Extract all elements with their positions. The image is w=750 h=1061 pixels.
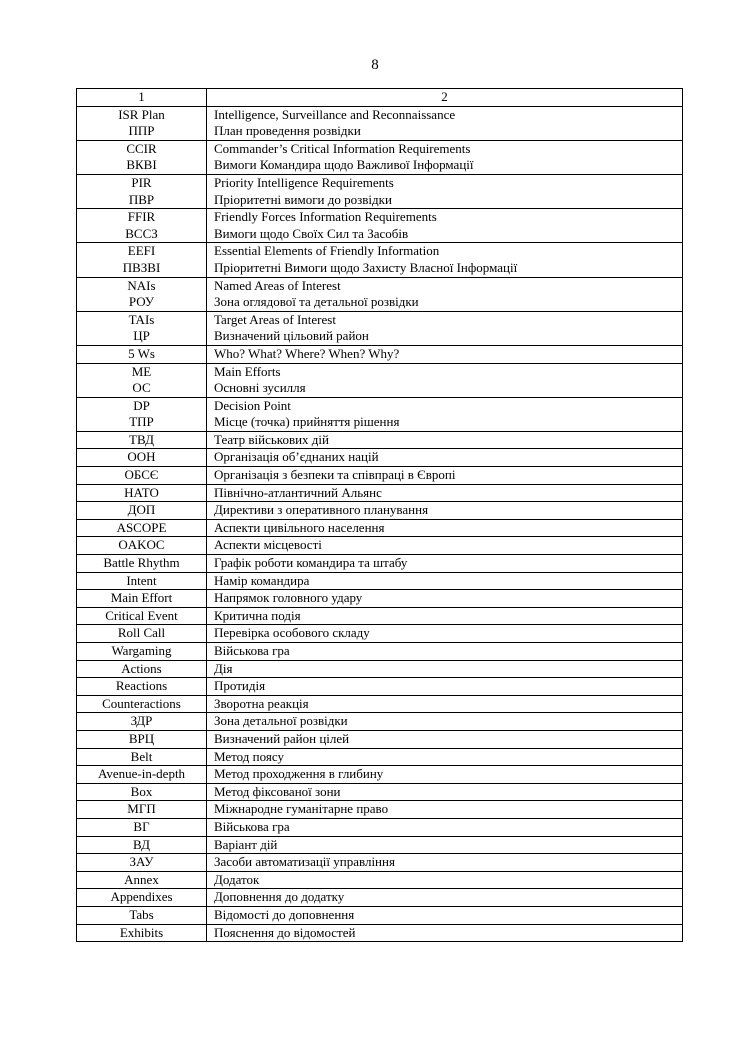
abbreviation-text: OAKOC bbox=[118, 537, 165, 553]
abbreviation-text: ЦР bbox=[133, 328, 150, 344]
abbreviation-text: ДОП bbox=[127, 502, 156, 518]
definition-text: Організація з безпеки та співпраці в Європі bbox=[214, 467, 456, 483]
abbreviation-cell bbox=[77, 748, 207, 766]
definition-text: Target Areas of Interest bbox=[214, 311, 336, 327]
table-row bbox=[77, 311, 683, 345]
abbreviation-text: NAIs bbox=[127, 277, 156, 293]
table-header-row bbox=[77, 89, 683, 107]
abbreviation-text: DP bbox=[133, 397, 150, 413]
definition-cell bbox=[207, 519, 683, 537]
table-row bbox=[77, 277, 683, 311]
table-row bbox=[77, 449, 683, 467]
table-row bbox=[77, 889, 683, 907]
definition-text: Зона детальної розвідки bbox=[214, 713, 348, 729]
abbreviation-text: ООН bbox=[127, 449, 156, 465]
abbreviation-cell bbox=[77, 801, 207, 819]
definition-text: Намір командира bbox=[214, 572, 310, 588]
definition-text: Commander’s Critical Information Requirements bbox=[214, 140, 471, 156]
table-row bbox=[77, 730, 683, 748]
definition-cell bbox=[207, 345, 683, 363]
abbreviation-cell bbox=[77, 311, 207, 345]
column-header-terms: 1 bbox=[77, 89, 207, 107]
table-row bbox=[77, 748, 683, 766]
abbreviation-text: ВССЗ bbox=[125, 225, 158, 241]
abbreviation-cell bbox=[77, 766, 207, 784]
definition-text: Main Efforts bbox=[214, 363, 281, 379]
definition-cell bbox=[207, 555, 683, 573]
table-row bbox=[77, 243, 683, 277]
definition-text: Friendly Forces Information Requirements bbox=[214, 209, 437, 225]
definition-cell bbox=[207, 243, 683, 277]
table-row bbox=[77, 484, 683, 502]
abbreviation-cell bbox=[77, 818, 207, 836]
abbreviation-text: Reactions bbox=[115, 678, 168, 694]
definition-text: Варіант дій bbox=[214, 836, 278, 852]
table-row bbox=[77, 140, 683, 174]
abbreviation-cell bbox=[77, 695, 207, 713]
definition-cell bbox=[207, 106, 683, 140]
abbreviation-text: ВГ bbox=[133, 818, 150, 834]
abbreviation-text: ТПР bbox=[129, 414, 154, 430]
abbreviation-text: ME bbox=[131, 363, 152, 379]
abbreviation-cell bbox=[77, 555, 207, 573]
table-row bbox=[77, 695, 683, 713]
abbreviation-cell bbox=[77, 660, 207, 678]
abbreviation-text: Wargaming bbox=[111, 643, 172, 658]
abbreviation-text: Counteractions bbox=[102, 695, 181, 711]
definition-cell bbox=[207, 660, 683, 678]
abbreviation-text: ТВД bbox=[129, 431, 154, 447]
definition-cell bbox=[207, 924, 683, 942]
abbreviation-cell bbox=[77, 431, 207, 449]
abbreviation-cell bbox=[77, 836, 207, 854]
column-header-definitions: 2 bbox=[207, 89, 683, 107]
abbreviation-cell bbox=[77, 537, 207, 555]
definition-text: Напрямок головного удару bbox=[214, 590, 363, 606]
definition-text: Пріоритетні вимоги до розвідки bbox=[214, 191, 392, 207]
definition-cell bbox=[207, 363, 683, 397]
definition-text: Основні зусилля bbox=[214, 380, 306, 396]
abbreviation-cell bbox=[77, 643, 207, 661]
table-row bbox=[77, 363, 683, 397]
definition-text: Міжнародне гуманітарне право bbox=[214, 801, 389, 817]
abbreviation-text: ОБСЄ bbox=[124, 467, 159, 483]
abbreviation-text: ВД bbox=[132, 836, 151, 852]
table-row bbox=[77, 906, 683, 924]
table-row bbox=[77, 660, 683, 678]
table-row bbox=[77, 467, 683, 485]
definition-cell bbox=[207, 783, 683, 801]
table-row bbox=[77, 801, 683, 819]
abbreviation-cell bbox=[77, 572, 207, 590]
abbreviation-text: Belt bbox=[130, 748, 153, 764]
abbreviation-cell bbox=[77, 484, 207, 502]
table-row bbox=[77, 174, 683, 208]
definition-text: Метод поясу bbox=[214, 748, 284, 764]
table-row bbox=[77, 678, 683, 696]
abbreviation-cell bbox=[77, 625, 207, 643]
abbreviation-text: ОС bbox=[132, 380, 151, 396]
abbreviation-cell bbox=[77, 854, 207, 872]
definition-text: Priority Intelligence Requirements bbox=[214, 174, 394, 190]
definition-text: Зворотна реакція bbox=[214, 695, 309, 711]
definition-text: Протидія bbox=[214, 678, 266, 694]
definition-cell bbox=[207, 854, 683, 872]
definition-cell bbox=[207, 766, 683, 784]
definition-text: Пріоритетні Вимоги щодо Захисту Власної Інформації bbox=[214, 259, 518, 275]
definition-cell bbox=[207, 311, 683, 345]
definition-text: Визначений цільовий район bbox=[214, 328, 369, 344]
abbreviation-text: Battle Rhythm bbox=[103, 555, 180, 571]
definition-cell bbox=[207, 277, 683, 311]
definition-text: Named Areas of Interest bbox=[214, 277, 341, 293]
abbreviation-text: Annex bbox=[124, 871, 159, 887]
abbreviation-cell bbox=[77, 906, 207, 924]
definition-text: Зона оглядової та детальної розвідки bbox=[214, 294, 419, 310]
abbreviation-cell bbox=[77, 345, 207, 363]
abbreviation-cell bbox=[77, 140, 207, 174]
table-row bbox=[77, 818, 683, 836]
definition-text: Метод проходження в глибину bbox=[214, 766, 384, 782]
table-row bbox=[77, 572, 683, 590]
table-row bbox=[77, 625, 683, 643]
definition-text: Графік роботи командира та штабу bbox=[214, 555, 408, 571]
abbreviation-cell bbox=[77, 678, 207, 696]
definition-text: Визначений район цілей bbox=[214, 730, 350, 746]
abbreviation-text: ПВР bbox=[128, 191, 155, 207]
abbreviation-text: 5 Ws bbox=[128, 345, 155, 361]
table-row bbox=[77, 209, 683, 243]
abbreviation-cell bbox=[77, 713, 207, 731]
abbreviation-cell bbox=[77, 243, 207, 277]
definition-text: Організація об’єднаних націй bbox=[214, 449, 379, 465]
definition-cell bbox=[207, 397, 683, 431]
definition-cell bbox=[207, 906, 683, 924]
definition-text: Intelligence, Surveillance and Reconnaissance bbox=[214, 106, 456, 122]
definition-text: Вимоги Командира щодо Важливої Інформації bbox=[214, 157, 474, 173]
definition-cell bbox=[207, 484, 683, 502]
abbreviation-text: НАТО bbox=[124, 484, 159, 500]
table-row bbox=[77, 431, 683, 449]
abbreviation-text: Intent bbox=[126, 572, 157, 588]
abbreviation-cell bbox=[77, 889, 207, 907]
definition-text: Вимоги щодо Своїх Сил та Засобів bbox=[214, 225, 409, 241]
definition-cell bbox=[207, 502, 683, 520]
table-row bbox=[77, 607, 683, 625]
definition-text: Театр військових дій bbox=[214, 431, 329, 447]
definition-cell bbox=[207, 467, 683, 485]
abbreviation-text: МГП bbox=[127, 801, 156, 817]
definition-cell bbox=[207, 643, 683, 661]
definition-cell bbox=[207, 209, 683, 243]
abbreviation-text: CCIR bbox=[126, 140, 157, 156]
definition-text: Місце (точка) прийняття рішення bbox=[214, 414, 400, 430]
definition-cell bbox=[207, 174, 683, 208]
definition-cell bbox=[207, 871, 683, 889]
abbreviation-cell bbox=[77, 467, 207, 485]
definition-cell bbox=[207, 449, 683, 467]
abbreviation-cell bbox=[77, 871, 207, 889]
definition-text: Decision Point bbox=[214, 397, 291, 413]
definition-cell bbox=[207, 140, 683, 174]
abbreviation-text: Appendixes bbox=[110, 889, 173, 905]
definition-cell bbox=[207, 889, 683, 907]
definition-cell bbox=[207, 818, 683, 836]
table-row bbox=[77, 924, 683, 942]
definition-text: Критична подія bbox=[214, 607, 301, 623]
abbreviation-cell bbox=[77, 397, 207, 431]
definition-text: Додаток bbox=[214, 871, 260, 887]
table-body bbox=[77, 106, 683, 942]
definition-cell bbox=[207, 713, 683, 731]
definition-text: Військова гра bbox=[214, 818, 290, 834]
abbreviation-text: ЗАУ bbox=[129, 854, 154, 870]
table-row bbox=[77, 345, 683, 363]
definition-text: Північно-атлантичний Альянс bbox=[214, 484, 382, 500]
definition-text: Аспекти цивільного населення bbox=[214, 519, 385, 535]
definition-cell bbox=[207, 572, 683, 590]
definition-cell bbox=[207, 836, 683, 854]
table-row bbox=[77, 854, 683, 872]
definition-cell bbox=[207, 748, 683, 766]
definition-cell bbox=[207, 537, 683, 555]
abbreviation-text: EEFI bbox=[127, 243, 156, 259]
abbreviation-cell bbox=[77, 174, 207, 208]
abbreviation-text: Exhibits bbox=[119, 924, 164, 940]
abbreviation-cell bbox=[77, 783, 207, 801]
abbreviation-cell bbox=[77, 449, 207, 467]
abbreviation-cell bbox=[77, 924, 207, 942]
definition-text: Метод фіксованої зони bbox=[214, 783, 341, 799]
definition-text: Дія bbox=[214, 660, 233, 676]
abbreviation-cell bbox=[77, 607, 207, 625]
abbreviation-cell bbox=[77, 106, 207, 140]
table-row bbox=[77, 783, 683, 801]
definition-cell bbox=[207, 590, 683, 608]
definition-cell bbox=[207, 431, 683, 449]
abbreviation-text: Actions bbox=[121, 660, 162, 676]
definition-text: Essential Elements of Friendly Information bbox=[214, 243, 440, 259]
definition-cell bbox=[207, 678, 683, 696]
definition-text: Пояснення до відомостей bbox=[214, 924, 356, 940]
table-row bbox=[77, 643, 683, 661]
definition-cell bbox=[207, 625, 683, 643]
definition-text: Доповнення до додатку bbox=[214, 889, 345, 905]
abbreviation-text: ППР bbox=[128, 123, 155, 139]
table-row bbox=[77, 766, 683, 784]
table-row bbox=[77, 590, 683, 608]
definition-cell bbox=[207, 801, 683, 819]
table-row bbox=[77, 537, 683, 555]
table-row bbox=[77, 502, 683, 520]
abbreviation-text: Critical Event bbox=[105, 607, 178, 623]
table-row bbox=[77, 397, 683, 431]
abbreviation-cell bbox=[77, 590, 207, 608]
table-row bbox=[77, 871, 683, 889]
page-number: 8 bbox=[371, 57, 379, 73]
abbreviation-text: Avenue-in-depth bbox=[97, 766, 186, 782]
abbreviation-text: TAIs bbox=[128, 311, 155, 327]
definition-text: Перевірка особового складу bbox=[214, 625, 370, 641]
abbreviation-text: РОУ bbox=[128, 294, 155, 310]
table-row bbox=[77, 713, 683, 731]
abbreviation-text: ВРЦ bbox=[128, 730, 155, 746]
abbreviation-text: ЗДР bbox=[130, 713, 153, 729]
abbreviation-text: ISR Plan bbox=[118, 106, 165, 122]
abbreviations-table bbox=[76, 88, 683, 942]
definition-text: Військова гра bbox=[214, 643, 290, 658]
table-row bbox=[77, 106, 683, 140]
abbreviation-text: Box bbox=[130, 783, 153, 799]
definition-text: Who? What? Where? When? Why? bbox=[214, 345, 400, 361]
definition-cell bbox=[207, 607, 683, 625]
definition-cell bbox=[207, 695, 683, 713]
definition-text: Відомості до доповнення bbox=[214, 906, 355, 922]
abbreviation-text: Tabs bbox=[129, 906, 154, 922]
definition-text: Засоби автоматизації управління bbox=[214, 854, 395, 870]
abbreviation-text: PIR bbox=[131, 174, 152, 190]
definition-text: Директиви з оперативного планування bbox=[214, 502, 429, 518]
abbreviation-cell bbox=[77, 363, 207, 397]
definition-text: Аспекти місцевості bbox=[214, 537, 322, 553]
table-row bbox=[77, 555, 683, 573]
table-row bbox=[77, 836, 683, 854]
abbreviation-text: ВКВІ bbox=[126, 157, 157, 173]
abbreviation-cell bbox=[77, 519, 207, 537]
abbreviation-text: FFIR bbox=[127, 209, 156, 225]
abbreviation-text: ASCOPE bbox=[116, 519, 167, 535]
table-row bbox=[77, 519, 683, 537]
abbreviation-cell bbox=[77, 730, 207, 748]
abbreviation-text: Main Effort bbox=[110, 590, 173, 606]
abbreviation-cell bbox=[77, 277, 207, 311]
abbreviation-text: Roll Call bbox=[117, 625, 166, 641]
abbreviation-cell bbox=[77, 209, 207, 243]
definition-cell bbox=[207, 730, 683, 748]
abbreviation-cell bbox=[77, 502, 207, 520]
definition-text: План проведення розвідки bbox=[214, 123, 361, 139]
abbreviation-text: ПВЗВІ bbox=[122, 259, 161, 275]
